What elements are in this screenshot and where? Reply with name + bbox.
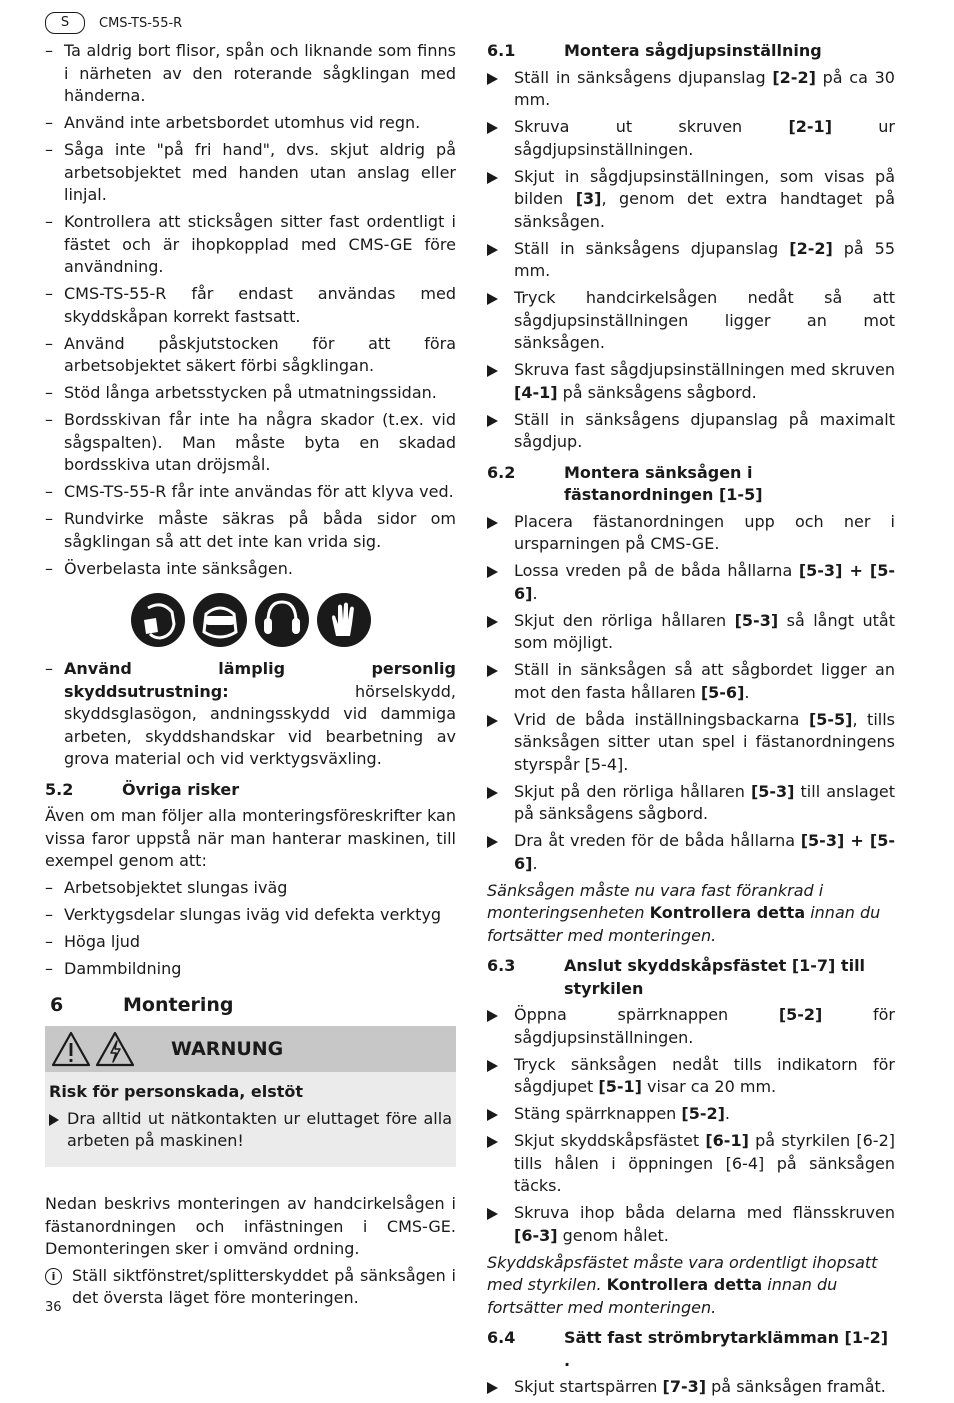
- note-bold: Kontrollera detta: [649, 903, 806, 922]
- list-item: – CMS-TS-55-R får inte användas för att klyva ved.: [45, 481, 456, 504]
- ppe-item: [45, 658, 456, 771]
- list-item: – Arbetsobjektet slungas iväg: [45, 877, 456, 900]
- warning-text: Dra alltid ut nätkontakten ur eluttaget före alla arbeten på maskinen!: [67, 1108, 452, 1150]
- list-item: – Överbelasta inte sänksågen.: [45, 558, 456, 581]
- ppe-icons: [45, 592, 456, 648]
- step-item: [487, 166, 895, 234]
- step-item: [487, 709, 895, 777]
- step-ref: [4-1]: [514, 382, 558, 402]
- arrow-icon: [487, 293, 498, 305]
- step-text: Skruva ut skruven: [514, 117, 789, 136]
- step-text: .: [532, 853, 538, 873]
- step-item: [487, 409, 895, 454]
- section-6-2-steps: [487, 511, 895, 876]
- step-text: Stäng spärrknappen: [514, 1104, 682, 1123]
- safety-goggles-icon: [192, 592, 248, 648]
- section-number: 5.2: [45, 779, 74, 799]
- step-text: Skjut på den rörliga hållaren: [514, 781, 751, 801]
- step-text: Ställ in sänksågen så att sågbordet ligger an mot den fasta hållaren: [514, 660, 895, 702]
- chapter-number: 6: [50, 994, 64, 1016]
- right-column: [487, 32, 895, 1403]
- arrow-icon: [487, 1109, 498, 1121]
- step-text: .: [532, 583, 538, 603]
- page-header: [45, 12, 182, 34]
- warning-triangle-icon: [51, 1031, 91, 1067]
- section-title: Montera sågdjupsinställning: [564, 41, 822, 60]
- language-badge: S: [45, 12, 85, 34]
- step-text: Placera fästanordningen upp och ner i ursparningen på CMS-GE.: [514, 511, 895, 553]
- step-text: Ställ in sänksågens djupanslag: [514, 238, 790, 258]
- step-text: Tryck handcirkelsågen nedåt så att sågdjupsinställningen ligger an mot sänksågen.: [514, 288, 895, 352]
- info-note: [45, 1265, 456, 1310]
- info-icon: i: [45, 1268, 62, 1285]
- warning-header: [45, 1026, 456, 1072]
- step-ref: [7-3]: [662, 1377, 707, 1396]
- arrow-icon: [487, 415, 498, 427]
- step-item: [487, 1202, 895, 1247]
- arrow-icon: [487, 566, 498, 578]
- arrow-icon: [49, 1114, 59, 1126]
- note-text: Sänksågen måste nu vara fast förankrad i monteringsenheten: [487, 880, 824, 922]
- step-text: Lossa vreden på de båda hållarna: [514, 561, 799, 580]
- list-item: – Verktygsdelar slungas iväg vid defekta verktyg: [45, 904, 456, 927]
- step-item: [487, 1004, 895, 1049]
- step-ref: [5-1]: [598, 1077, 642, 1096]
- arrow-icon: [487, 517, 498, 529]
- list-item: – Rundvirke måste säkras på båda sidor om sågklingan så att det inte kan vrida sig.: [45, 508, 456, 553]
- arrow-icon: [487, 1382, 498, 1394]
- step-ref: [5-2]: [681, 1104, 725, 1123]
- list-item: – Såga inte "på fri hand", dvs. skjut aldrig på arbetsobjektet med handen utan anslag eller linjal.: [45, 139, 456, 207]
- step-text: Skjut startspärren: [514, 1377, 663, 1396]
- step-item: [487, 67, 895, 112]
- section-6-2-heading: [487, 462, 895, 507]
- arrow-icon: [487, 787, 498, 799]
- step-ref: [5-3] + [5-6]: [514, 561, 895, 603]
- step-text: Skjut skyddskåpsfästet: [514, 1131, 706, 1150]
- step-text: Skruva fast sågdjupsinställningen med skruven: [514, 360, 895, 379]
- step-text: på styrkilen [6-2] tills hålen i öppningen [6-4] på sänksågen täcks.: [514, 1131, 895, 1195]
- section-6-1-heading: [487, 40, 895, 63]
- step-item: [487, 1130, 895, 1198]
- step-text: på sänksågens sågbord.: [557, 382, 757, 402]
- step-text: Skjut in sågdjupsinställningen, som visas på bilden: [514, 166, 895, 208]
- chapter-6-heading: [45, 994, 456, 1016]
- step-item: [487, 116, 895, 161]
- step-text: Ställ in sänksågens djupanslag på maximalt sågdjup.: [514, 409, 895, 451]
- step-text: Skruva ihop båda delarna med flänsskruven: [514, 1203, 895, 1222]
- list-item: – Bordsskivan får inte ha några skador (t.ex. vid sågspalten). Man måste byta en skadad bordsskiva utan dröjsmål.: [45, 409, 456, 477]
- section-title: Montera sänksågen i fästanordningen [1-5]: [564, 462, 763, 504]
- section-6-4-steps: [487, 1376, 895, 1399]
- step-text: , tills sänksågen sitter utan spel i fästanordningens styrspår [5-4].: [514, 709, 895, 774]
- step-item: [487, 359, 895, 404]
- arrow-icon: [487, 1208, 498, 1220]
- step-text: till anslaget på sänksågens sågbord.: [514, 781, 896, 823]
- step-item: [487, 781, 895, 826]
- step-text: Tryck sänksågen nedåt tills indikatorn för sågdjupet: [514, 1054, 895, 1096]
- ear-protection-icon: [254, 592, 310, 648]
- arrow-icon: [487, 665, 498, 677]
- step-item: [487, 560, 895, 605]
- step-ref: [6-3]: [514, 1225, 558, 1245]
- respirator-icon: [130, 592, 186, 648]
- list-item: – Använd påskjutstocken för att föra arbetsobjektet säkert förbi sågklingan.: [45, 333, 456, 378]
- section-number: 6.2: [487, 462, 516, 482]
- list-item: – CMS-TS-55-R får endast användas med skyddskåpan korrekt fastsatt.: [45, 283, 456, 328]
- list-item: – Använd inte arbetsbordet utomhus vid regn.: [45, 112, 456, 135]
- arrow-icon: [487, 244, 498, 256]
- arrow-icon: [487, 715, 498, 727]
- note-text: innan du fortsätter med monteringen.: [487, 903, 881, 945]
- step-text: på ca 30 mm.: [514, 67, 895, 109]
- step-text: för sågdjupsinställningen.: [514, 1005, 896, 1047]
- section-6-3-steps: [487, 1004, 895, 1247]
- mounting-intro: Nedan beskrivs monteringen av handcirkelsågen i fästanordningen och infästningen i CMS-GE. Demonteringen sker i omvänd ordning.: [45, 1194, 456, 1258]
- page-number: 36: [45, 1300, 62, 1315]
- step-ref: [5-2]: [778, 1005, 823, 1024]
- step-text: genom hålet.: [557, 1225, 669, 1245]
- step-text: .: [724, 1104, 731, 1123]
- step-text: Öppna spärrknappen: [514, 1005, 779, 1024]
- warning-subtitle: Risk för personskada, elstöt: [49, 1082, 304, 1101]
- list-item: – Stöd långa arbetsstycken på utmatningssidan.: [45, 382, 456, 405]
- section-6-1-steps: [487, 67, 895, 454]
- warning-title: WARNUNG: [171, 1038, 284, 1060]
- section-6-3-heading: [487, 955, 895, 1000]
- list-item: – Höga ljud: [45, 931, 456, 954]
- left-column: [45, 40, 456, 1310]
- step-text: så långt utåt som möjligt.: [514, 610, 896, 652]
- note-text: innan du fortsätter med monteringen.: [487, 1275, 838, 1317]
- step-item: [487, 610, 895, 655]
- step-item: [487, 287, 895, 355]
- step-ref: [5-3]: [734, 610, 779, 630]
- section-6-2-note: [487, 880, 895, 948]
- section-title: Anslut skyddskåpsfästet [1-7] till styrkilen: [564, 956, 866, 998]
- step-ref: [5-3]: [750, 781, 795, 801]
- list-item: – Ta aldrig bort flisor, spån och liknande som finns i närheten av den roterande sågklingan med händerna.: [45, 40, 456, 108]
- ppe-bold: Använd lämplig personlig skyddsutrustning:: [64, 659, 456, 701]
- step-text: Dra åt vreden för de båda hållarna: [514, 831, 801, 850]
- step-item: [487, 659, 895, 704]
- step-item: [487, 1103, 895, 1126]
- step-item: [487, 1054, 895, 1099]
- list-item: – Dammbildning: [45, 958, 456, 981]
- arrow-icon: [487, 122, 498, 134]
- section-6-3-note: [487, 1252, 895, 1320]
- ppe-text: hörselskydd, skyddsglasögon, andningsskydd vid dammiga arbeten, skyddshandskar vid bearbetning av grova material och vid verktygsväxling.: [64, 681, 456, 768]
- arrow-icon: [487, 1136, 498, 1148]
- safety-list: [45, 40, 456, 580]
- step-text: visar ca 20 mm.: [641, 1077, 777, 1096]
- section-number: 6.1: [487, 41, 516, 60]
- arrow-icon: [487, 365, 498, 377]
- section-6-4-heading: [487, 1327, 895, 1372]
- arrow-icon: [487, 1010, 498, 1022]
- step-item: [487, 830, 895, 875]
- risk-list: [45, 877, 456, 981]
- step-item: [487, 238, 895, 283]
- step-text: , genom det extra handtaget på sänksågen.: [514, 189, 896, 231]
- section-title: Sätt fast strömbrytarklämman [1-2] .: [564, 1328, 889, 1370]
- arrow-icon: [487, 836, 498, 848]
- section-number: 6.4: [487, 1328, 516, 1347]
- section-5-2-heading: [45, 779, 456, 802]
- arrow-icon: [487, 616, 498, 628]
- step-text: Vrid de båda inställningsbackarna: [514, 709, 809, 729]
- step-ref: [2-1]: [788, 117, 832, 136]
- step-ref: [5-3] + [5-6]: [514, 831, 895, 873]
- warning-box: [45, 1026, 456, 1167]
- section-number: 6.3: [487, 956, 516, 975]
- step-text: ur sågdjupsinställningen.: [514, 117, 896, 159]
- step-text: på sänksågen framåt.: [706, 1377, 886, 1396]
- section-title: Övriga risker: [122, 779, 240, 799]
- step-text: .: [744, 682, 750, 702]
- list-item: – Kontrollera att sticksågen sitter fast ordentligt i fästet och är ihopkopplad med CMS-GE före användning.: [45, 211, 456, 279]
- step-ref: [5-5]: [808, 709, 853, 729]
- model-name: CMS-TS-55-R: [99, 15, 183, 31]
- step-ref: [3]: [575, 189, 602, 208]
- step-ref: [2-2]: [772, 67, 816, 87]
- step-ref: [6-1]: [705, 1131, 749, 1150]
- section-5-2-intro: Även om man följer alla monteringsföreskrifter kan vissa faror uppstå när man hanterar maskinen, till exempel genom att:: [45, 806, 456, 870]
- electric-shock-icon: [95, 1031, 135, 1067]
- note-text: Skyddskåpsfästet måste vara ordentligt ihopsatt med styrkilen.: [487, 1252, 878, 1294]
- step-ref: [5-6]: [700, 682, 745, 702]
- warning-body: [45, 1072, 456, 1167]
- note-bold: Kontrollera detta: [606, 1275, 763, 1294]
- step-text: Skjut den rörliga hållaren: [514, 610, 735, 630]
- step-text: på 55 mm.: [514, 238, 895, 280]
- step-item: [487, 1376, 895, 1399]
- info-text: Ställ siktfönstret/splitterskyddet på sänksågen i det översta läget före monteringen.: [72, 1265, 456, 1307]
- arrow-icon: [487, 172, 498, 184]
- step-ref: [2-2]: [789, 238, 833, 258]
- warning-step: [49, 1108, 452, 1153]
- step-item: [487, 511, 895, 556]
- arrow-icon: [487, 73, 498, 85]
- chapter-title: Montering: [123, 994, 234, 1016]
- arrow-icon: [487, 1060, 498, 1072]
- protective-gloves-icon: [316, 592, 372, 648]
- step-text: Ställ in sänksågens djupanslag: [514, 67, 773, 87]
